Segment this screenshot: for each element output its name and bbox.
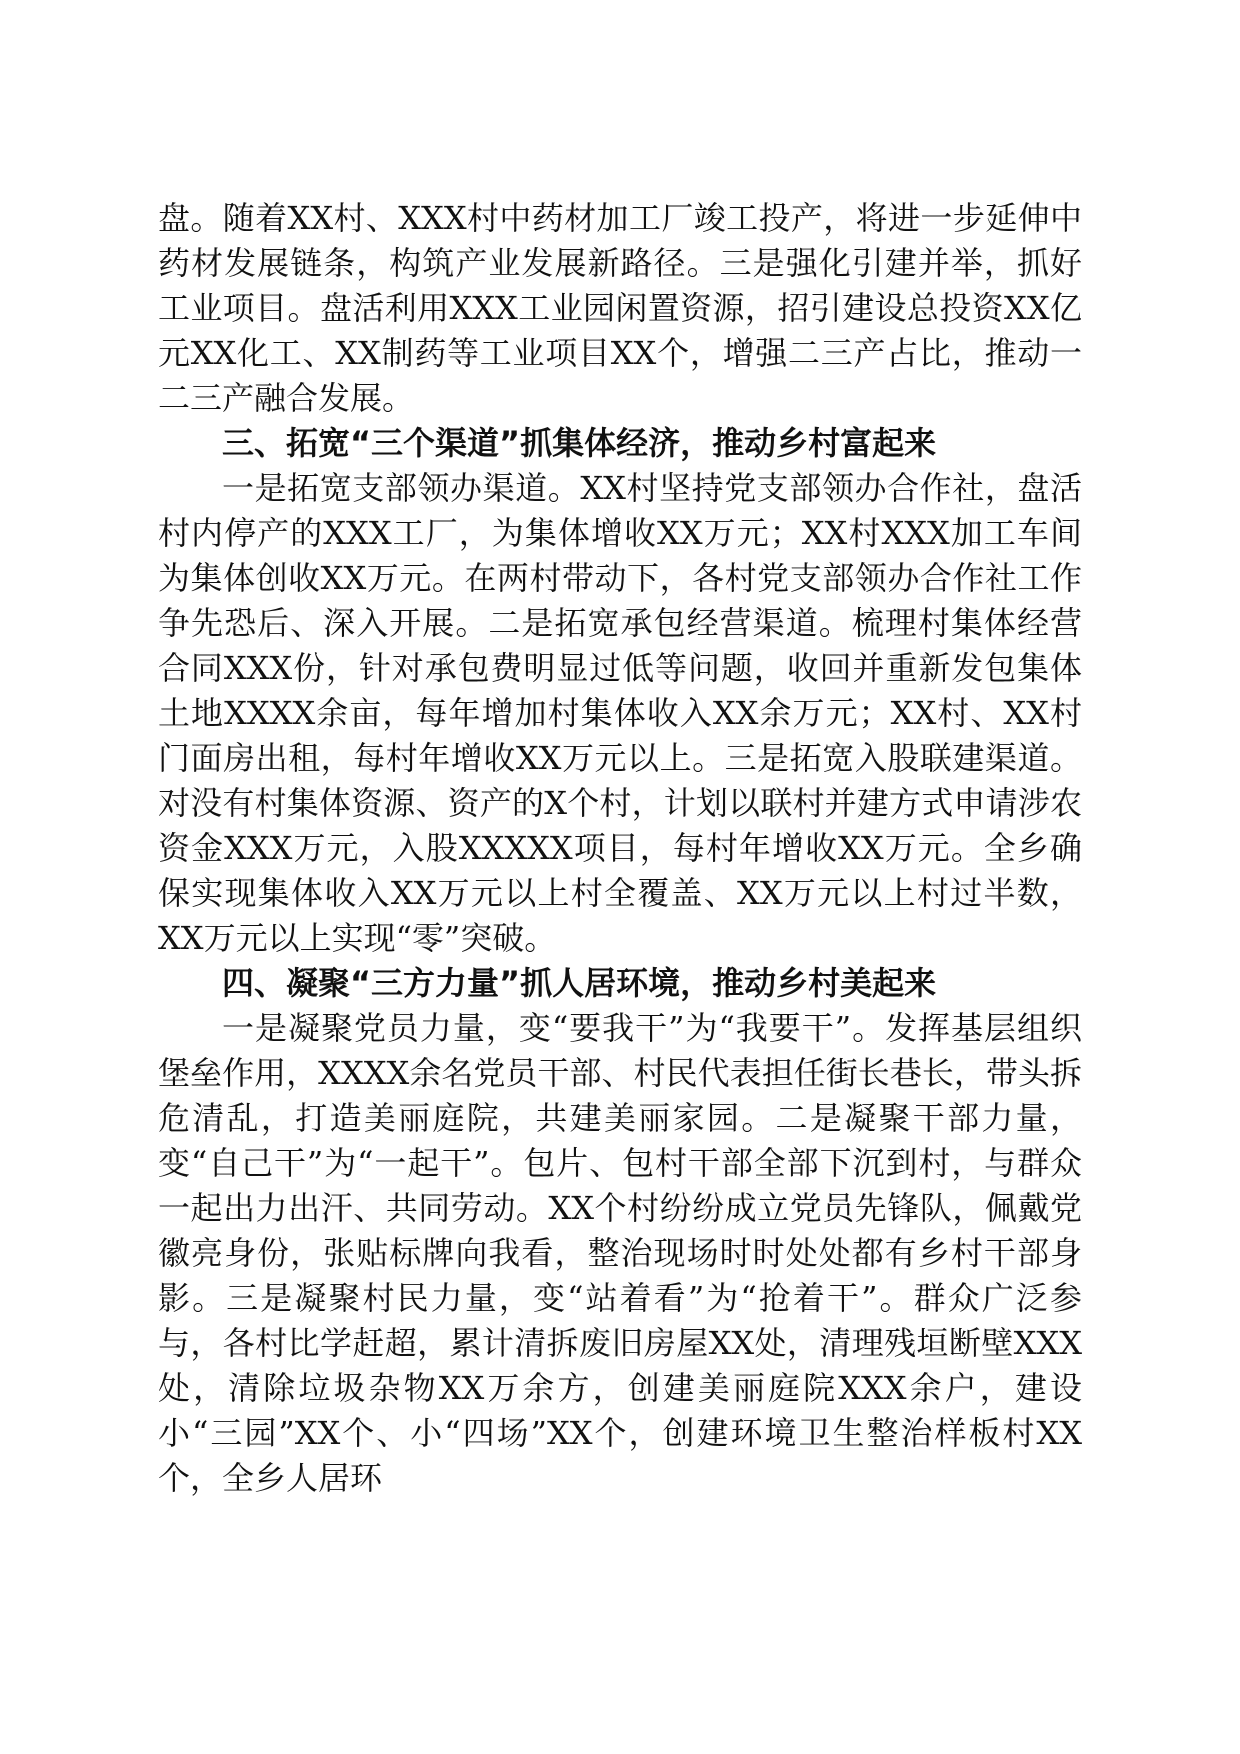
paragraph-collective-economy: 一是拓宽支部领办渠道。XX村坚持党支部领办合作社，盘活村内停产的XXX工厂，为集体增收XX万元；XX村XXX加工车间为集体创收XX万元。在两村带动下，各村党支部领办合作社工作争先恐后、深入开展。二是拓宽承包经营渠道。梳理村集体经营合同XXX份，针对承包费明显过低等问题，收回并重新发包集体土地XXXX余亩，每年增加村集体收入XX余万元；XX村、XX村门面房出租，每村年增收XX万元以上。三是拓宽入股联建渠道。对没有村集体资源、资产的X个村，计划以联村并建方式申请涉农资金XXX万元，入股XXXXX项目，每村年增收XX万元。全乡确保实现集体收入XX万元以上村全覆盖、XX万元以上村过半数，XX万元以上实现“零”突破。: [158, 469, 1082, 957]
paragraph-living-environment: 一是凝聚党员力量，变“要我干”为“我要干”。发挥基层组织堡垒作用，XXXX余名党员干部、村民代表担任街长巷长，带头拆危清乱，打造美丽庭院，共建美丽家园。二是凝聚干部力量，变“自己干”为“一起干”。包片、包村干部全部下沉到村，与群众一起出力出汗、共同劳动。XX个村纷纷成立党员先锋队，佩戴党徽亮身份，张贴标牌向我看，整治现场时时处处都有乡村干部身影。三是凝聚村民力量，变“站着看”为“抢着干”。群众广泛参与，各村比学赶超，累计清拆废旧房屋XX处，清理残垣断壁XXX处，清除垃圾杂物XX万余方，创建美丽庭院XXX余户，建设小“三园”XX个、小“四场”XX个，创建环境卫生整治样板村XX个，全乡人居环: [158, 1009, 1082, 1497]
document-body: [158, 196, 1082, 1501]
section-heading-four: 四、凝聚“三方力量”抓人居环境，推动乡村美起来: [222, 964, 937, 1002]
section-heading-three: 三、拓宽“三个渠道”抓集体经济，推动乡村富起来: [222, 424, 937, 462]
paragraph-industry-continued: 盘。随着XX村、XXX村中药材加工厂竣工投产，将进一步延伸中药材发展链条，构筑产业发展新路径。三是强化引建并举，抓好工业项目。盘活利用XXX工业园闲置资源，招引建设总投资XX亿元XX化工、XX制药等工业项目XX个，增强二三产占比，推动一二三产融合发展。: [158, 199, 1082, 417]
